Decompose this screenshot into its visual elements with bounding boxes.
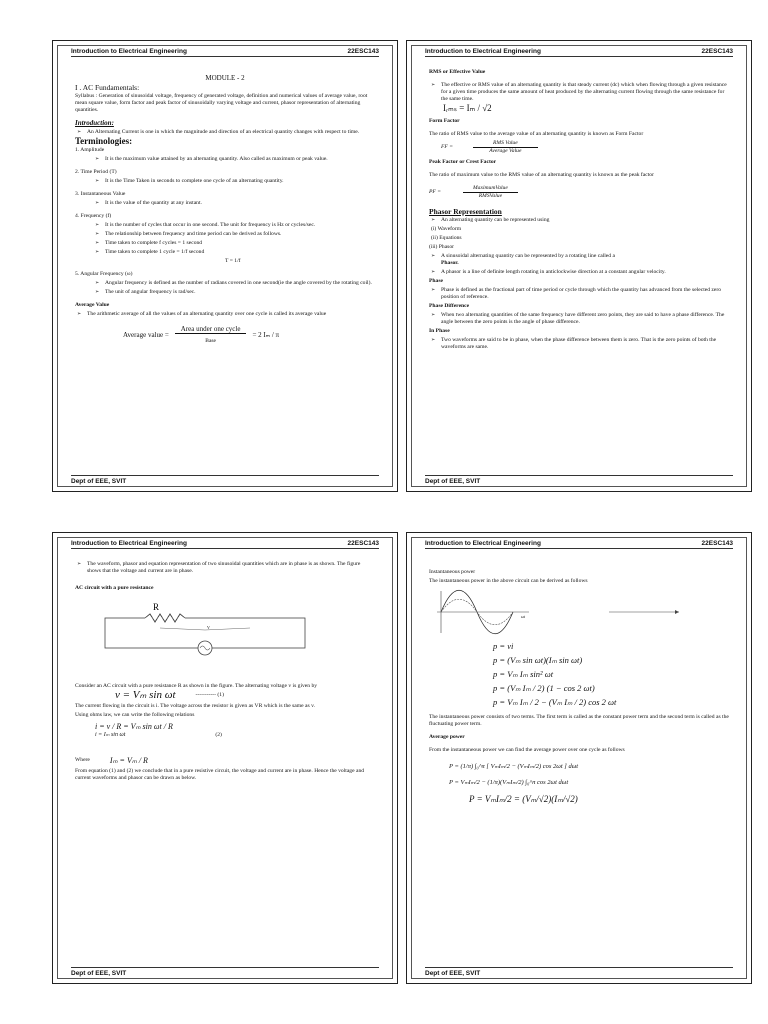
inst-eq-5: p = Vₘ Iₘ / 2 − (Vₘ Iₘ / 2) cos 2 ωt [493,697,617,707]
average-denominator: Base [205,338,216,344]
inst-eq-3: p = Vₘ Iₘ sin² ωt [493,669,554,679]
header-code: 22ESC143 [701,540,733,547]
term-1: 1. Amplitude [75,147,105,153]
intro-bullet: ➢ The waveform, phasor and equation representation of two sinusoidal quantities which are in phase is as shown. The figure shows that the voltage and current are in phase. [75,561,375,575]
ohms-law-desc: Using ohms law, we can write the following relations [75,712,195,718]
inst-power-heading: Instantaneous power [429,569,476,575]
header-code: 22ESC143 [701,48,733,55]
phasor-item-3: (iii) Phasor [429,244,455,250]
equation-3 [75,757,375,764]
resistive-circuit-diagram [75,598,355,660]
inst-power-desc: The instantaneous power in the above circuit can be derived as follows [429,578,588,584]
pf-numerator: MaximumValue [463,185,518,193]
page-footer: Dept of EEE, SVIT [425,475,733,485]
eq-1-text: v = Vₘ sin ωt [115,689,176,701]
inst-eq-2: p = (Vₘ sin ωt)(Iₘ sin ωt) [493,655,583,665]
equation-1 [75,689,375,701]
header-code: 22ESC143 [347,540,379,547]
phase-desc: ➢ Phase is defined as the fractional part of time period or cycle through which the quantity has advanced from the selected zero position of reference. [429,287,729,301]
header-title: Introduction to Electrical Engineering [425,540,541,547]
term-4: 4. Frequency (f) [75,213,112,219]
header-code: 22ESC143 [347,48,379,55]
term-4-formula: T = 1/f [225,258,241,264]
intro-heading: Introduction: [75,119,114,127]
terminologies-heading: Terminologies: [75,136,133,146]
term-2-desc: ➢ It is the Time Taken in seconds to complete one cycle of an alternating quantity. [75,178,375,185]
circuit-desc: Consider an AC circuit with a pure resistance R as shown in the figure. The alternating voltage v is given by [75,683,318,689]
term-3: 3. Instantaneous Value [75,191,126,197]
term-5: 5. Angular Frequency (ω) [75,271,133,277]
ff-denominator: Average Value [489,148,522,154]
header-title: Introduction to Electrical Engineering [425,48,541,55]
eq-2b: i = Iₘ sin ωt [95,732,126,738]
term-5-desc-2: ➢ The unit of angular frequency is rad/sec. [75,289,375,296]
average-desc: ➢ The arithmetic average of all the values of an alternating quantity over one cycle is called its average value [75,311,375,318]
phase-difference-desc: ➢ When two alternating quantities of the same frequency have different zero points, they are said to have a phase difference. The angle between the zero points is the angle of phase difference. [429,312,729,326]
header-title: Introduction to Electrical Engineering [71,48,187,55]
average-numerator: Area under one cycle [175,326,247,334]
form-factor-formula [429,140,729,155]
phasor-desc-2b: Phasor. [441,260,459,266]
page-footer: Dept of EEE, SVIT [425,967,733,977]
conclusion-desc: From equation (1) and (2) we conclude that in a pure resistive circuit, the voltage and current are in phase. Hence the voltage and current waveforms and phasor can be drawn as below. [75,768,365,781]
in-phase-heading: In Phase [429,328,450,334]
avg-eq-1: P = (1/π) ∫₀^π [ VₘIₘ/2 − (VₘIₘ/2) cos 2ωt ] dωt [449,763,579,770]
section-title: I . AC Fundamentals: [75,83,140,92]
term-2: 2. Time Period (T) [75,169,117,175]
term-3-desc: ➢ It is the value of the quantity at any instant. [75,200,375,207]
form-factor-heading: Form Factor [429,118,460,124]
module-title: MODULE - 2 [205,74,245,82]
eq-3: Iₘ = Vₘ / R [109,756,148,765]
page-1 [52,40,398,492]
avg-power-equations [429,760,729,806]
phasor-desc: ➢ An alternating quantity can be represented using [429,217,729,224]
fig-vr-label: V [207,625,210,630]
in-phase-desc: ➢ Two waveforms are said to be in phase, when the phase difference between them is zero. That is the zero points of both the waveforms are same. [429,337,729,351]
rms-equation: Iᵣₘₛ = Iₘ / √2 [443,103,492,113]
inst-eq-4: p = (Vₘ Iₘ / 2) (1 − cos 2 ωt) [493,683,595,693]
page-header [425,48,733,57]
pf-denominator: RMSValue [478,193,503,199]
term-5-desc-1: ➢ Angular frequency is defined as the number of radians covered in one second(ie the angle covered by the rotating coil). [75,280,375,287]
eq-2a: i = v / R = Vₘ sin ωt / R [95,722,173,731]
average-rhs: = 2 Iₘ / π [252,331,280,339]
power-terms-desc: The instantaneous power consists of two terms. The first term is called as the constant power term and the second term is called as the fluctuating power term. [429,714,729,727]
phasor-desc-2 [429,253,729,267]
eq-2-number: (2) [215,732,222,738]
avg-eq-3: P = VₘIₘ/2 = (Vₘ/√2)(Iₘ/√2) [469,794,578,804]
inst-power-equations [429,640,729,708]
avg-eq-2: P = VₘIₘ/2 − (1/π)(VₘIₘ/2) ∫₀^π cos 2ωt dωt [449,779,569,786]
term-4-desc-4: ➢ Time taken to complete 1 cycle = 1/f second [75,249,375,256]
page-header [71,48,379,57]
waveform-phasor-figure [429,587,719,637]
pf-fraction [463,185,518,200]
rms-heading: RMS or Effective Value [429,69,486,75]
header-title: Introduction to Electrical Engineering [71,540,187,547]
pf-lhs: PF = [429,189,442,195]
phase-difference-heading: Phase Difference [429,303,470,309]
page-4 [406,532,752,984]
fig-resistor-label: R [153,602,160,612]
phasor-desc-2a: A sinusoidal alternating quantity can be represented by a rotating line called a [441,253,615,259]
average-formula [75,326,375,345]
ff-numerator: RMS Value [473,140,538,148]
rms-desc: ➢ The effective or RMS value of an alternating quantity is that steady current (dc) which when flowing through a given resistance for a given time produces the same amount of heat produced by the alternating current flowing through the same resistance for the same time. [429,82,729,103]
page-2 [406,40,752,492]
page-header [71,540,379,549]
average-fraction [175,326,247,345]
avg-power-desc: From the instantaneous power we can find the average power over one cycle as follows [429,747,625,753]
ff-lhs: FF = [441,144,454,150]
phasor-desc-3: ➢ A phasor is a line of definite length rotating in anticlockwise direction at a constant angular velocity. [429,269,729,276]
avg-power-heading: Average power [429,734,465,740]
phasor-item-1: (i) Waveform [431,226,462,232]
page-footer: Dept of EEE, SVIT [71,967,379,977]
equation-2 [75,723,375,739]
ff-fraction [473,140,538,155]
syllabus: Syllabus : Generation of sinusoidal voltage, frequency of generated voltage, definition and numerical values of average value, root mean square value, form factor and peak factor of sinusoidally varying voltage and current, phasor representation of alternating quantities. [75,93,368,113]
eq-1-number: ----------- (1) [195,692,224,698]
page-3 [52,532,398,984]
term-4-desc-1: ➢ It is the number of cycles that occur in one second. The unit for frequency is Hz or cycles/sec. [75,222,375,229]
form-factor-desc: The ratio of RMS value to the average value of an alternating quantity is known as Form Factor [429,131,644,137]
circuit-heading: AC circuit with a pure resistance [75,585,154,591]
average-lhs: Average value = [123,331,169,339]
peak-factor-desc: The ratio of maximum value to the RMS value of an alternating quantity is known as the peak factor [429,172,654,178]
average-heading: Average Value [75,302,110,308]
page-footer: Dept of EEE, SVIT [71,475,379,485]
wt-axis-label: ωt [521,614,525,619]
intro-text: ➢ An Alternating Current is one in which the magnitude and direction of an electrical quantity changes with respect to time. [75,129,375,136]
phasor-item-2: (ii) Equations [431,235,462,241]
phasor-heading: Phasor Representation [429,207,502,216]
where-label: Where [75,757,90,763]
term-4-desc-3: ➢ Time taken to complete f cycles = 1 second [75,240,375,247]
term-4-desc-2: ➢ The relationship between frequency and time period can be derived as follows. [75,231,375,238]
term-1-desc: ➢ It is the maximum value attained by an alternating quantity. Also called as maximum or peak value. [75,156,375,163]
peak-factor-heading: Peak Factor or Crest Factor [429,159,497,165]
current-desc: The current flowing in the circuit is i. The voltage across the resistor is given as VR which is the same as v. [75,703,315,709]
inst-eq-1: p = vi [493,641,514,651]
peak-factor-formula [429,185,729,200]
phase-heading: Phase [429,278,443,284]
page-header [425,540,733,549]
